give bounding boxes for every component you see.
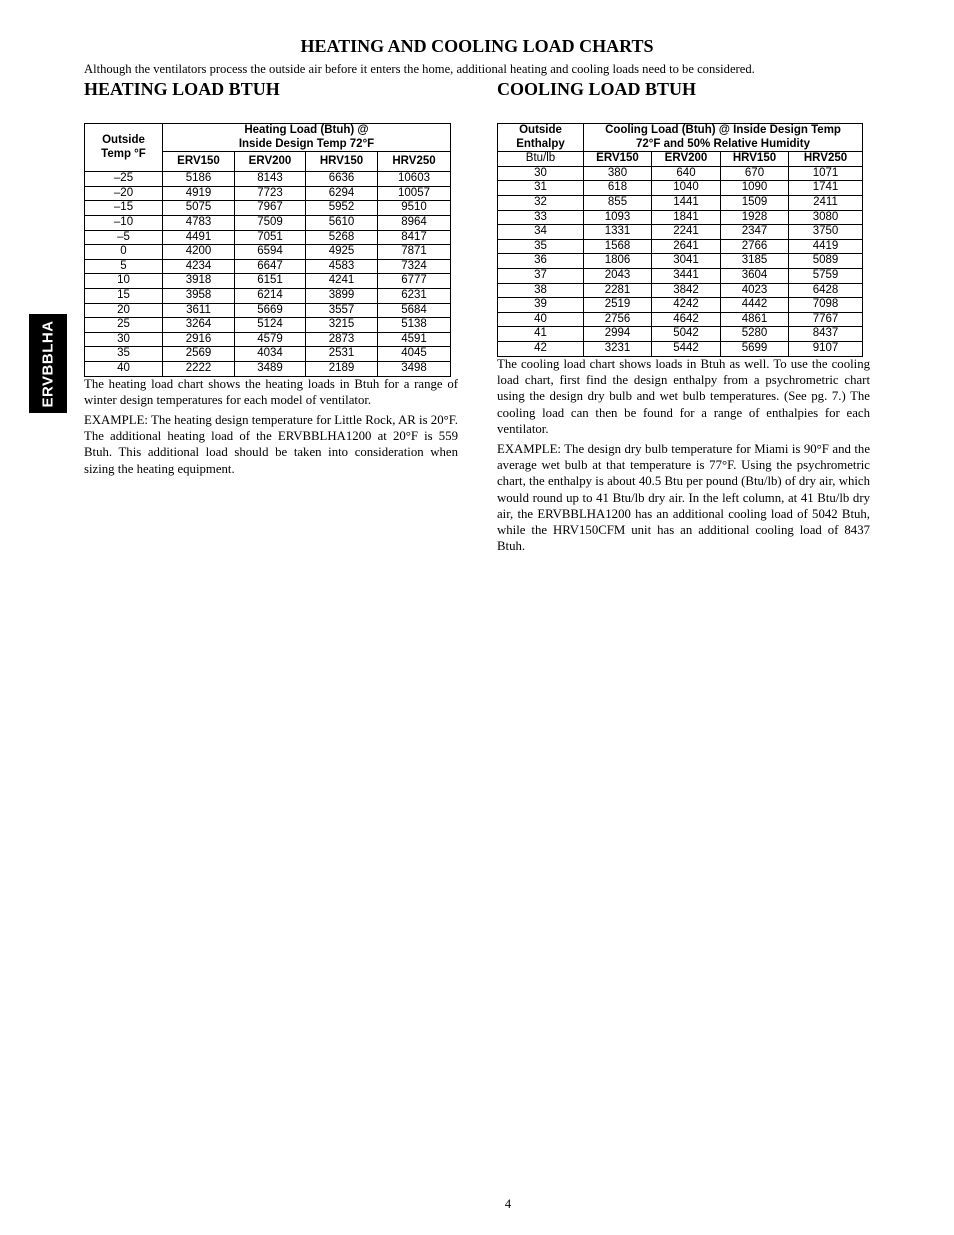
table-cell: 4925 <box>306 245 378 260</box>
table-row <box>498 298 863 313</box>
table-cell: 3185 <box>721 254 789 269</box>
table-cell: 8417 <box>378 230 451 245</box>
cooling-col-header-erv150: ERV150 <box>584 152 652 167</box>
table-cell: 4419 <box>789 239 863 254</box>
page-number: 4 <box>504 1197 512 1211</box>
table-cell: 2641 <box>652 239 721 254</box>
table-row <box>85 288 451 303</box>
table-cell: 1509 <box>721 195 789 210</box>
table-cell: 4045 <box>378 347 451 362</box>
side-tab-label: ERVBBLHA <box>39 319 57 408</box>
table-cell: 39 <box>498 298 584 313</box>
table-cell: 640 <box>652 166 721 181</box>
table-cell: 7051 <box>235 230 306 245</box>
heating-table-body <box>85 172 451 376</box>
cooling-col-header-hrv150: HRV150 <box>721 152 789 167</box>
intro-text: Although the ventilators process the outside air before it enters the home, additional heating and cooling loads need to be considered. <box>84 62 755 76</box>
table-cell: 31 <box>498 181 584 196</box>
table-cell: 1071 <box>789 166 863 181</box>
table-cell: 3264 <box>163 318 235 333</box>
table-cell: 4234 <box>163 259 235 274</box>
heating-description: The heating load chart shows the heating loads in Btuh for a range of winter design temperatures for each model of ventilator. <box>84 377 458 408</box>
table-cell: 33 <box>498 210 584 225</box>
table-cell: 7967 <box>235 201 306 216</box>
table-cell: 5124 <box>235 318 306 333</box>
table-row <box>498 166 863 181</box>
table-cell: –5 <box>85 230 163 245</box>
cooling-example: EXAMPLE: The design dry bulb temperature for Miami is 90°F and the average wet bulb at that temperature is 77°F. Using the psychrometric chart, the enthalpy is about 40.5 Btu per pound (Btu/lb) of dry air, which would round up to 41 Btu/lb dry air. In the left column, at 41 Btu/lb dry air, the ERVBBLHA1200 has an additional cooling load of 5042 Btuh, while the HRV150CFM unit has an additional cooling load of 8437 Btuh. <box>497 442 870 554</box>
page-title: HEATING AND COOLING LOAD CHARTS <box>300 36 654 56</box>
table-cell: 8437 <box>789 327 863 342</box>
table-cell: 2766 <box>721 239 789 254</box>
table-cell: 6231 <box>378 288 451 303</box>
table-cell: 1040 <box>652 181 721 196</box>
table-cell: 2873 <box>306 332 378 347</box>
table-cell: 3611 <box>163 303 235 318</box>
table-cell: 0 <box>85 245 163 260</box>
table-cell: 4034 <box>235 347 306 362</box>
heating-load-table <box>84 123 451 377</box>
table-cell: 1841 <box>652 210 721 225</box>
table-cell: 6647 <box>235 259 306 274</box>
table-cell: 6294 <box>306 186 378 201</box>
heating-group-header <box>163 124 451 152</box>
table-cell: 5759 <box>789 268 863 283</box>
table-cell: 3215 <box>306 318 378 333</box>
table-row <box>498 268 863 283</box>
heating-section-title: HEATING LOAD BTUH <box>84 79 280 99</box>
table-row <box>498 210 863 225</box>
table-cell: 5699 <box>721 341 789 356</box>
table-cell: 2994 <box>584 327 652 342</box>
table-cell: 40 <box>85 361 163 376</box>
table-cell: 42 <box>498 341 584 356</box>
table-cell: 4861 <box>721 312 789 327</box>
table-cell: –25 <box>85 172 163 187</box>
cooling-col-enthalpy-line1: Outside <box>519 124 562 136</box>
table-cell: 10 <box>85 274 163 289</box>
cooling-col-enthalpy-header <box>498 124 584 152</box>
table-cell: 4241 <box>306 274 378 289</box>
table-cell: 40 <box>498 312 584 327</box>
table-cell: 1928 <box>721 210 789 225</box>
table-cell: 3231 <box>584 341 652 356</box>
table-cell: 5186 <box>163 172 235 187</box>
table-cell: 2756 <box>584 312 652 327</box>
cooling-col-enthalpy-line2: Enthalpy <box>516 137 565 150</box>
table-cell: 3080 <box>789 210 863 225</box>
table-cell: 2531 <box>306 347 378 362</box>
table-cell: 4919 <box>163 186 235 201</box>
heating-col-outside-temp-header: Outside Temp °F <box>85 124 163 172</box>
table-cell: 6214 <box>235 288 306 303</box>
table-cell: 5669 <box>235 303 306 318</box>
cooling-group-header-line1: Cooling Load (Btuh) @ Inside Design Temp <box>605 124 841 136</box>
table-cell: 5089 <box>789 254 863 269</box>
table-cell: 3041 <box>652 254 721 269</box>
table-cell: 9107 <box>789 341 863 356</box>
table-cell: 1568 <box>584 239 652 254</box>
table-cell: 618 <box>584 181 652 196</box>
table-cell: 6777 <box>378 274 451 289</box>
cooling-col-header-hrv250: HRV250 <box>789 152 863 167</box>
table-cell: 1093 <box>584 210 652 225</box>
table-cell: 5075 <box>163 201 235 216</box>
table-cell: 4783 <box>163 215 235 230</box>
table-cell: 2043 <box>584 268 652 283</box>
table-cell: 4591 <box>378 332 451 347</box>
table-cell: 9510 <box>378 201 451 216</box>
table-row <box>85 347 451 362</box>
table-row <box>85 259 451 274</box>
table-row <box>85 318 451 333</box>
table-cell: 3918 <box>163 274 235 289</box>
table-row <box>85 215 451 230</box>
table-cell: 2916 <box>163 332 235 347</box>
table-cell: 5280 <box>721 327 789 342</box>
table-cell: 6594 <box>235 245 306 260</box>
cooling-unit-subheader: Btu/lb <box>498 152 584 167</box>
table-cell: 5952 <box>306 201 378 216</box>
table-cell: 3604 <box>721 268 789 283</box>
table-cell: 6428 <box>789 283 863 298</box>
table-cell: 15 <box>85 288 163 303</box>
table-cell: 2411 <box>789 195 863 210</box>
cooling-description: The cooling load chart shows loads in Btuh as well. To use the cooling load chart, first find the design enthalpy from a psychrometric chart using the design dry bulb and wet bulb temperatures. (See pg. 7.) The cooling load can then be found for a range of enthalpies for each ventilator. <box>497 357 870 436</box>
table-cell: 10057 <box>378 186 451 201</box>
table-row <box>85 230 451 245</box>
table-row <box>85 245 451 260</box>
table-cell: 8964 <box>378 215 451 230</box>
side-tab <box>29 314 67 413</box>
heating-group-header-line2: Inside Design Temp 72°F <box>238 137 375 150</box>
cooling-column-headers <box>498 152 863 167</box>
table-cell: 5442 <box>652 341 721 356</box>
table-cell: 1441 <box>652 195 721 210</box>
table-cell: 1090 <box>721 181 789 196</box>
table-row <box>85 361 451 376</box>
table-cell: 10603 <box>378 172 451 187</box>
table-row <box>498 225 863 240</box>
table-cell: 1806 <box>584 254 652 269</box>
table-cell: 4642 <box>652 312 721 327</box>
heating-group-header-line1: Heating Load (Btuh) @ <box>244 124 369 136</box>
table-cell: 2519 <box>584 298 652 313</box>
table-cell: 2281 <box>584 283 652 298</box>
table-cell: –15 <box>85 201 163 216</box>
table-row <box>498 312 863 327</box>
table-cell: 2189 <box>306 361 378 376</box>
table-cell: 38 <box>498 283 584 298</box>
cooling-table-body <box>498 166 863 356</box>
table-cell: 2222 <box>163 361 235 376</box>
table-cell: 30 <box>85 332 163 347</box>
table-cell: 2347 <box>721 225 789 240</box>
table-cell: 3842 <box>652 283 721 298</box>
table-cell: 3958 <box>163 288 235 303</box>
table-cell: 7509 <box>235 215 306 230</box>
table-cell: –20 <box>85 186 163 201</box>
table-cell: 1741 <box>789 181 863 196</box>
table-cell: 380 <box>584 166 652 181</box>
table-row <box>85 303 451 318</box>
table-cell: 3899 <box>306 288 378 303</box>
table-cell: 4442 <box>721 298 789 313</box>
table-cell: 4023 <box>721 283 789 298</box>
cooling-section-title: COOLING LOAD BTUH <box>497 79 697 99</box>
table-cell: 3441 <box>652 268 721 283</box>
table-cell: 6636 <box>306 172 378 187</box>
table-cell: 4579 <box>235 332 306 347</box>
heating-col-header-erv150: ERV150 <box>163 152 235 172</box>
table-cell: 4491 <box>163 230 235 245</box>
table-cell: 32 <box>498 195 584 210</box>
table-cell: 7767 <box>789 312 863 327</box>
table-cell: 8143 <box>235 172 306 187</box>
table-row <box>85 274 451 289</box>
table-cell: 3498 <box>378 361 451 376</box>
cooling-group-header <box>584 124 863 152</box>
table-cell: 25 <box>85 318 163 333</box>
table-cell: 5610 <box>306 215 378 230</box>
table-cell: 37 <box>498 268 584 283</box>
table-cell: 5 <box>85 259 163 274</box>
table-row <box>85 172 451 187</box>
table-cell: 35 <box>498 239 584 254</box>
heating-col-header-erv200: ERV200 <box>235 152 306 172</box>
cooling-load-table <box>497 123 863 357</box>
cooling-col-header-erv200: ERV200 <box>652 152 721 167</box>
table-row <box>498 283 863 298</box>
table-cell: 4242 <box>652 298 721 313</box>
table-row <box>498 327 863 342</box>
heating-col-header-hrv150: HRV150 <box>306 152 378 172</box>
table-cell: 30 <box>498 166 584 181</box>
table-cell: 5138 <box>378 318 451 333</box>
table-cell: 1331 <box>584 225 652 240</box>
table-row <box>498 239 863 254</box>
heating-example: EXAMPLE: The heating design temperature for Little Rock, AR is 20°F. The additional heating load of the ERVBBLHA1200 at 20°F is 559 Btuh. This additional load should be taken into consideration when sizing the heating equipment. <box>84 413 458 476</box>
table-cell: 7723 <box>235 186 306 201</box>
table-row <box>498 341 863 356</box>
table-row <box>498 254 863 269</box>
table-cell: 36 <box>498 254 584 269</box>
table-cell: 41 <box>498 327 584 342</box>
table-cell: 5042 <box>652 327 721 342</box>
table-cell: 3557 <box>306 303 378 318</box>
table-cell: 3750 <box>789 225 863 240</box>
table-cell: 6151 <box>235 274 306 289</box>
table-cell: 7098 <box>789 298 863 313</box>
table-cell: 5268 <box>306 230 378 245</box>
table-cell: 5684 <box>378 303 451 318</box>
table-cell: 35 <box>85 347 163 362</box>
cooling-group-header-line2: 72°F and 50% Relative Humidity <box>636 137 810 150</box>
table-cell: 7324 <box>378 259 451 274</box>
table-row <box>498 181 863 196</box>
table-cell: 3489 <box>235 361 306 376</box>
table-cell: 4583 <box>306 259 378 274</box>
table-row <box>85 201 451 216</box>
table-cell: –10 <box>85 215 163 230</box>
table-row <box>498 195 863 210</box>
table-cell: 34 <box>498 225 584 240</box>
table-cell: 20 <box>85 303 163 318</box>
table-cell: 670 <box>721 166 789 181</box>
table-cell: 855 <box>584 195 652 210</box>
heating-col-header-hrv250: HRV250 <box>378 152 451 172</box>
table-cell: 7871 <box>378 245 451 260</box>
table-row <box>85 332 451 347</box>
table-cell: 2241 <box>652 225 721 240</box>
table-row <box>85 186 451 201</box>
table-cell: 4200 <box>163 245 235 260</box>
table-cell: 2569 <box>163 347 235 362</box>
